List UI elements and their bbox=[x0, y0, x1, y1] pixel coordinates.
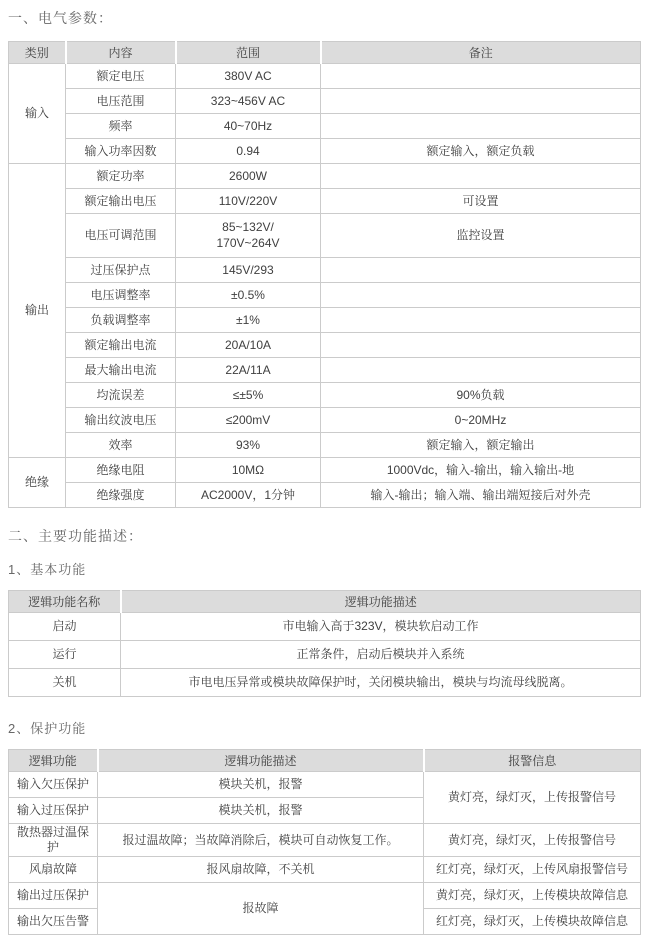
param-name-cell: 效率 bbox=[66, 433, 176, 458]
table-row bbox=[9, 383, 641, 408]
param-note-cell bbox=[321, 358, 641, 383]
alarm-info-cell: 红灯亮，绿灯灭，上传风扇报警信号 bbox=[424, 857, 641, 883]
param-range-cell: AC2000V，1分钟 bbox=[176, 483, 321, 508]
function-desc-cell: 报故障 bbox=[98, 883, 424, 935]
param-note-cell: 额定输入，额定负载 bbox=[321, 139, 641, 164]
table-row bbox=[9, 483, 641, 508]
table-row bbox=[9, 772, 641, 798]
table-row bbox=[9, 458, 641, 483]
category-cell-output: 输出 bbox=[9, 164, 66, 458]
table-row bbox=[9, 64, 641, 89]
category-cell-input: 输入 bbox=[9, 64, 66, 164]
column-header-content: 内容 bbox=[66, 42, 176, 64]
function-desc-cell: 报风扇故障，不关机 bbox=[98, 857, 424, 883]
param-name-cell: 过压保护点 bbox=[66, 258, 176, 283]
function-desc-cell: 正常条件，启动后模块并入系统 bbox=[121, 641, 641, 669]
param-name-cell: 频率 bbox=[66, 114, 176, 139]
param-name-cell: 最大输出电流 bbox=[66, 358, 176, 383]
param-range-cell: 20A/10A bbox=[176, 333, 321, 358]
table-row bbox=[9, 857, 641, 883]
table-row bbox=[9, 164, 641, 189]
alarm-info-cell: 黄灯亮，绿灯灭，上传模块故障信息 bbox=[424, 883, 641, 909]
table-row bbox=[9, 189, 641, 214]
param-note-cell bbox=[321, 164, 641, 189]
section-title-main-functions: 二、主要功能描述： bbox=[8, 528, 143, 544]
param-note-cell: 输入-输出；输入端、输出端短接后对外壳 bbox=[321, 483, 641, 508]
table-header-row bbox=[9, 42, 641, 64]
param-range-cell: 0.94 bbox=[176, 139, 321, 164]
param-range-cell: 10MΩ bbox=[176, 458, 321, 483]
table-row bbox=[9, 613, 641, 641]
column-header-function-desc: 逻辑功能描述 bbox=[98, 750, 424, 772]
param-range-cell: 145V/293 bbox=[176, 258, 321, 283]
param-name-cell: 均流误差 bbox=[66, 383, 176, 408]
function-name-cell: 风扇故障 bbox=[9, 857, 98, 883]
param-note-cell: 1000Vdc，输入-输出，输入输出-地 bbox=[321, 458, 641, 483]
range-line-1: 85~132V/ bbox=[222, 219, 274, 234]
param-note-cell: 额定输入，额定输出 bbox=[321, 433, 641, 458]
function-desc-cell: 报过温故障；当故障消除后，模块可自动恢复工作。 bbox=[98, 824, 424, 857]
table-row bbox=[9, 408, 641, 433]
param-name-cell: 电压范围 bbox=[66, 89, 176, 114]
param-range-cell: ±1% bbox=[176, 308, 321, 333]
param-note-cell: 监控设置 bbox=[321, 214, 641, 258]
table-row bbox=[9, 669, 641, 697]
column-header-function-name: 逻辑功能名称 bbox=[9, 591, 121, 613]
electrical-params-table bbox=[8, 41, 641, 508]
function-desc-cell: 市电输入高于323V，模块软启动工作 bbox=[121, 613, 641, 641]
param-note-cell bbox=[321, 114, 641, 139]
param-name-cell: 电压可调范围 bbox=[66, 214, 176, 258]
param-name-cell: 额定输出电流 bbox=[66, 333, 176, 358]
function-name-cell: 输出过压保护 bbox=[9, 883, 98, 909]
basic-functions-table bbox=[8, 590, 641, 697]
table-row bbox=[9, 214, 641, 258]
param-range-cell: 110V/220V bbox=[176, 189, 321, 214]
function-name-cell: 输出欠压告警 bbox=[9, 909, 98, 935]
sub-title-basic-functions: 1、基本功能 bbox=[8, 562, 87, 577]
param-range-cell: ≤±5% bbox=[176, 383, 321, 408]
param-range-cell: 93% bbox=[176, 433, 321, 458]
table-row bbox=[9, 883, 641, 909]
param-name-cell: 绝缘电阻 bbox=[66, 458, 176, 483]
param-note-cell: 可设置 bbox=[321, 189, 641, 214]
table-row bbox=[9, 641, 641, 669]
param-note-cell bbox=[321, 308, 641, 333]
function-name-cell: 输入欠压保护 bbox=[9, 772, 98, 798]
param-note-cell: 90%负载 bbox=[321, 383, 641, 408]
alarm-info-cell: 黄灯亮，绿灯灭，上传报警信号 bbox=[424, 772, 641, 824]
function-desc-cell: 模块关机，报警 bbox=[98, 798, 424, 824]
param-name-cell: 负载调整率 bbox=[66, 308, 176, 333]
param-name-cell: 电压调整率 bbox=[66, 283, 176, 308]
alarm-info-cell: 黄灯亮，绿灯灭，上传报警信号 bbox=[424, 824, 641, 857]
param-range-cell bbox=[176, 214, 321, 258]
param-note-cell bbox=[321, 333, 641, 358]
alarm-info-cell: 红灯亮，绿灯灭，上传模块故障信息 bbox=[424, 909, 641, 935]
param-range-cell: ±0.5% bbox=[176, 283, 321, 308]
param-note-cell bbox=[321, 64, 641, 89]
param-note-cell bbox=[321, 283, 641, 308]
param-range-cell: 40~70Hz bbox=[176, 114, 321, 139]
param-name-cell: 额定电压 bbox=[66, 64, 176, 89]
param-range-cell: 22A/11A bbox=[176, 358, 321, 383]
protection-functions-table bbox=[8, 749, 641, 935]
sub-title-protection-functions: 2、保护功能 bbox=[8, 721, 87, 736]
table-row bbox=[9, 89, 641, 114]
param-range-cell: 323~456V AC bbox=[176, 89, 321, 114]
column-header-function-desc: 逻辑功能描述 bbox=[121, 591, 641, 613]
table-row bbox=[9, 139, 641, 164]
param-range-cell: 380V AC bbox=[176, 64, 321, 89]
table-header-row bbox=[9, 591, 641, 613]
column-header-alarm-info: 报警信息 bbox=[424, 750, 641, 772]
section-title-electrical-params: 一、电气参数： bbox=[8, 10, 113, 26]
column-header-range: 范围 bbox=[176, 42, 321, 64]
function-name-cell: 启动 bbox=[9, 613, 121, 641]
table-row bbox=[9, 824, 641, 857]
param-note-cell bbox=[321, 258, 641, 283]
table-row bbox=[9, 258, 641, 283]
function-name-cell: 散热器过温保护 bbox=[9, 824, 98, 857]
column-header-note: 备注 bbox=[321, 42, 641, 64]
param-range-cell: ≤200mV bbox=[176, 408, 321, 433]
function-name-cell: 输入过压保护 bbox=[9, 798, 98, 824]
table-header-row bbox=[9, 750, 641, 772]
function-name-cell: 关机 bbox=[9, 669, 121, 697]
function-desc-cell: 市电电压异常或模块故障保护时，关闭模块输出，模块与均流母线脱离。 bbox=[121, 669, 641, 697]
function-desc-cell: 模块关机，报警 bbox=[98, 772, 424, 798]
column-header-function-name: 逻辑功能 bbox=[9, 750, 98, 772]
param-note-cell bbox=[321, 89, 641, 114]
function-name-cell: 运行 bbox=[9, 641, 121, 669]
param-name-cell: 额定功率 bbox=[66, 164, 176, 189]
table-row bbox=[9, 333, 641, 358]
category-cell-insulation: 绝缘 bbox=[9, 458, 66, 508]
table-row bbox=[9, 308, 641, 333]
table-row bbox=[9, 114, 641, 139]
param-note-cell: 0~20MHz bbox=[321, 408, 641, 433]
table-row bbox=[9, 358, 641, 383]
range-line-2: 170V~264V bbox=[216, 235, 280, 250]
column-header-category: 类别 bbox=[9, 42, 66, 64]
param-name-cell: 额定输出电压 bbox=[66, 189, 176, 214]
param-name-cell: 绝缘强度 bbox=[66, 483, 176, 508]
table-row bbox=[9, 283, 641, 308]
table-row bbox=[9, 433, 641, 458]
param-name-cell: 输出纹波电压 bbox=[66, 408, 176, 433]
param-name-cell: 输入功率因数 bbox=[66, 139, 176, 164]
param-range-cell: 2600W bbox=[176, 164, 321, 189]
